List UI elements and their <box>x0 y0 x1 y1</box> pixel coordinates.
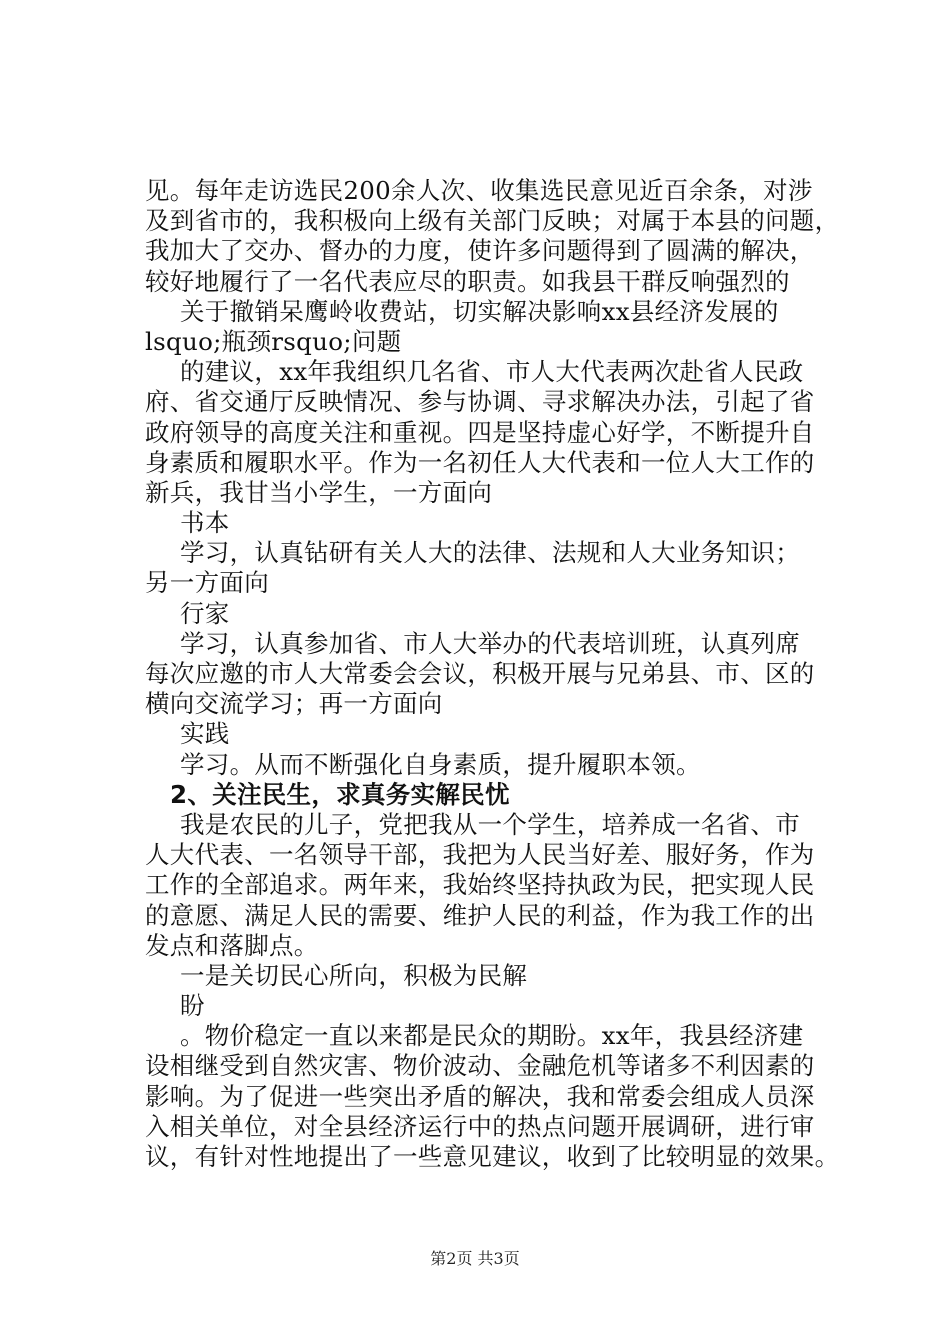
text-line: lsquo;瓶颈rsquo;问题 <box>145 326 402 356</box>
text-line: 人大代表、一名领导干部，我把为人民当好差、服好务，作为 <box>145 840 815 870</box>
text-line: 府、省交通厅反映情况、参与协调、寻求解决办法，引起了省 <box>145 387 815 417</box>
text-line: 书本 <box>180 508 230 538</box>
page-footer: 第2页 共3页 <box>430 1249 520 1268</box>
section-heading: 2、关注民生，求真务实解民忧 <box>170 779 510 809</box>
text-line: 新兵，我甘当小学生，一方面向 <box>145 477 493 507</box>
text-line: 另一方面向 <box>145 568 269 598</box>
text-line: 入相关单位，对全县经济运行中的热点问题开展调研，进行审 <box>145 1111 815 1141</box>
text-line: 学习，认真参加省、市人大举办的代表培训班，认真列席 <box>180 628 800 658</box>
text-line: 的建议，xx年我组织几名省、市人大代表两次赴省人民政 <box>180 357 804 387</box>
text-line: 盼 <box>180 991 205 1021</box>
text-line: 工作的全部追求。两年来，我始终坚持执政为民，把实现人民 <box>145 870 815 900</box>
text-line: 。物价稳定一直以来都是民众的期盼。xx年，我县经济建 <box>180 1021 804 1051</box>
text-line: 设相继受到自然灾害、物价波动、金融危机等诸多不利因素的 <box>145 1051 815 1081</box>
body-text <box>145 176 845 1172</box>
text-line: 行家 <box>180 598 230 628</box>
text-line: 发点和落脚点。 <box>145 930 319 960</box>
text-line: 的意愿、满足人民的需要、维护人民的利益，作为我工作的出 <box>145 900 815 930</box>
text-line: 学习。从而不断强化自身素质，提升履职本领。 <box>180 749 701 779</box>
text-line: 我加大了交办、督办的力度，使许多问题得到了圆满的解决， <box>145 236 815 266</box>
text-line: 见。每年走访选民200余人次、收集选民意见近百余条，对涉 <box>145 176 813 205</box>
text-line: 我是农民的儿子，党把我从一个学生，培养成一名省、市 <box>180 809 800 839</box>
text-line: 学习，认真钻研有关人大的法律、法规和人大业务知识； <box>180 538 800 568</box>
text-line: 政府领导的高度关注和重视。四是坚持虚心好学，不断提升自 <box>145 417 815 447</box>
text-line: 横向交流学习；再一方面向 <box>145 689 443 719</box>
text-line: 每次应邀的市人大常委会会议，积极开展与兄弟县、市、区的 <box>145 659 815 688</box>
text-line: 议，有针对性地提出了一些意见建议，收到了比较明显的效果。 <box>145 1142 840 1171</box>
text-line: 一是关切民心所向，积极为民解 <box>180 960 528 990</box>
text-line: 及到省市的，我积极向上级有关部门反映；对属于本县的问题， <box>145 206 840 236</box>
text-line: 关于撤销呆鹰岭收费站，切实解决影响xx县经济发展的 <box>180 296 779 326</box>
text-line: 身素质和履职水平。作为一名初任人大代表和一位人大工作的 <box>145 447 815 477</box>
text-line: 较好地履行了一名代表应尽的职责。如我县干群反响强烈的 <box>145 266 790 296</box>
text-line: 实践 <box>180 719 230 749</box>
text-line: 影响。为了促进一些突出矛盾的解决，我和常委会组成人员深 <box>145 1081 815 1111</box>
